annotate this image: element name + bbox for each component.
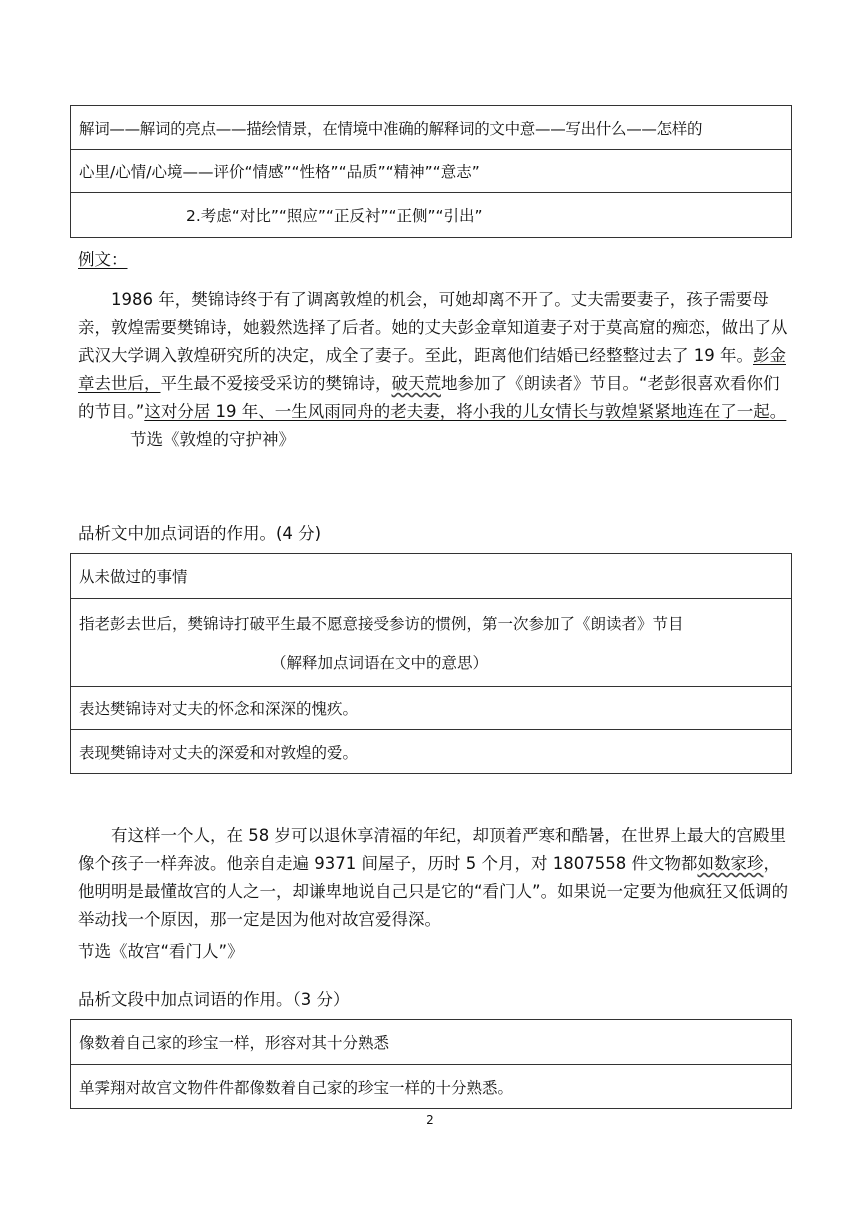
answer-table-2 — [70, 1019, 792, 1109]
answer1-row-3: 表达樊锦诗对丈夫的怀念和深深的愧疚。 — [71, 687, 791, 730]
method-row-1: 解词——解词的亮点——描绘情景，在情境中准确的解释词的文中意——写出什么——怎样的 — [71, 106, 791, 150]
page-number: 2 — [426, 1113, 434, 1127]
answer1-row-2-text: 指老彭去世后，樊锦诗打破平生最不愿意接受参访的惯例，第一次参加了《朗读者》节目 — [79, 614, 684, 633]
passage-1-text-2: 平生最不爱接受采访的樊锦诗， — [160, 374, 392, 393]
question-1: 品析文中加点词语的作用。(4 分) — [78, 524, 322, 543]
passage-2 — [78, 822, 794, 934]
passage-1-source: 节选《敦煌的守护神》 — [130, 430, 295, 449]
dotted-word-2: 如数家珍 — [697, 854, 764, 873]
answer1-row-2 — [71, 599, 791, 687]
answer1-row-1: 从未做过的事情 — [71, 554, 791, 599]
question-2: 品析文段中加点词语的作用。（3 分） — [78, 990, 350, 1009]
passage-1-text: 1986 年，樊锦诗终于有了调离敦煌的机会，可她却离不开了。丈夫需要妻子，孩子需要母亲，敦煌需要樊锦诗，她毅然选择了后者。她的丈夫彭金章知道妻子对于莫高窟的痴恋，做出了从武汉大学调入敦煌研究所的决定，成全了妻子。至此，距离他们结婚已经整整过去了 19 年。 — [78, 290, 788, 365]
answer2-row-2: 单霁翔对故宫文物件件都像数着自己家的珍宝一样的十分熟悉。 — [79, 1078, 514, 1097]
passage-1 — [78, 286, 794, 454]
method-row-3: 2.考虑“对比”“照应”“正反衬”“正侧”“引出” — [186, 207, 483, 225]
answer-table-1 — [70, 553, 792, 774]
passage-2-text-2: ，他明明是最懂故宫的人之一，却谦卑地说自己只是它的“看门人”。如果说一定要为他疯狂又低调的举动找一个原因，那一定是因为他对故宫爱得深。 — [78, 854, 789, 929]
passage-2-source: 节选《故宫“看门人”》 — [78, 942, 244, 961]
answer1-row-2-hint: （解释加点词语在文中的意思） — [271, 654, 489, 673]
method-table — [70, 105, 792, 238]
method-row-2: 心里/心情/心境——评价“情感”“性格”“品质”“精神”“意志” — [71, 150, 791, 193]
passage-1-text-3: 地参加了《朗读者》节目。“老彭很喜欢看你们的节目。” — [78, 374, 780, 421]
underlined-sentence-1: 这对分居 19 年、一生风雨同舟的老夫妻，将小我的儿女情长与敦煌紧紧地连在了一起。 — [144, 402, 787, 421]
dotted-word-1: 破天荒 — [391, 374, 441, 393]
example-label: 例文： — [78, 250, 128, 269]
underlined-phrase-1: 彭金章去世后， — [78, 346, 786, 393]
answer1-row-4: 表现樊锦诗对丈夫的深爱和对敦煌的爱。 — [79, 743, 359, 762]
answer2-row-1: 像数着自己家的珍宝一样，形容对其十分熟悉 — [71, 1020, 791, 1065]
passage-2-text: 有这样一个人，在 58 岁可以退休享清福的年纪，却顶着严寒和酷暑，在世界上最大的宫殿里像个孩子一样奔波。他亲自走遍 9371 间屋子，历时 5 个月，对 1807558 件文物都 — [78, 826, 786, 873]
